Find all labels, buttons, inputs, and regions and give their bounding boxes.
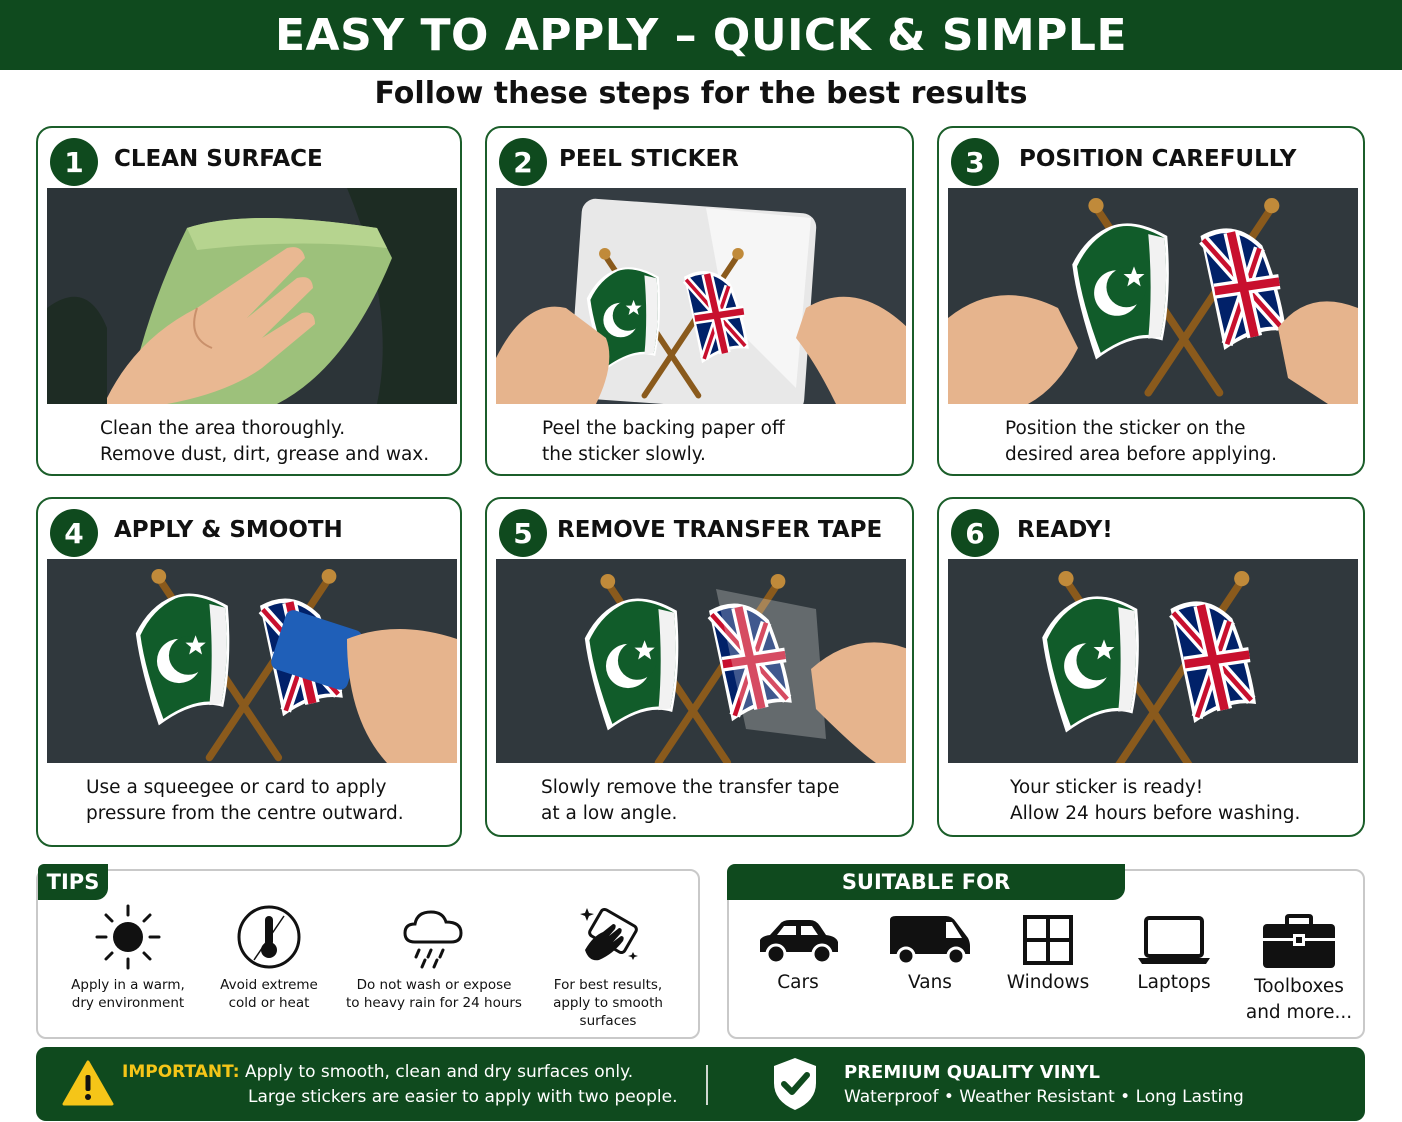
- thermometer-icon: [234, 902, 304, 972]
- premium-quality-note: PREMIUM QUALITY VINYL Waterproof • Weather Resistant • Long Lasting: [844, 1062, 1244, 1107]
- step-title: READY!: [1017, 517, 1113, 543]
- toolbox-icon: [1261, 914, 1337, 970]
- van-icon: [888, 914, 972, 966]
- use-vans: Vans: [880, 914, 980, 996]
- step-photo-apply-smooth: [47, 559, 457, 763]
- tips-label: TIPS: [38, 864, 108, 900]
- shield-check-icon: [770, 1055, 820, 1113]
- step-description: Position the sticker on the desired area before applying.: [1005, 418, 1278, 465]
- step-photo-remove-tape: [496, 559, 906, 763]
- suitable-for-label: SUITABLE FOR: [727, 864, 1125, 900]
- step-card-2: [485, 126, 914, 476]
- step-photo-peel-sticker: [496, 188, 906, 404]
- squeegee-illustration: [47, 559, 457, 763]
- tip-avoid-extreme-temp: Avoid extreme cold or heat: [204, 902, 334, 1012]
- step-card-6: [937, 497, 1365, 837]
- step-card-5: [485, 497, 914, 837]
- step-photo-ready: [948, 559, 1358, 763]
- step-number: 1: [50, 138, 98, 186]
- step-card-1: [36, 126, 462, 476]
- tip-smooth-surface: For best results, apply to smooth surfaces: [538, 902, 678, 1030]
- use-cars: Cars: [748, 914, 848, 996]
- step-card-3: [937, 126, 1365, 476]
- footer-banner: [36, 1047, 1365, 1121]
- warning-icon: [62, 1059, 114, 1107]
- finished-sticker-illustration: [948, 559, 1358, 763]
- cleaning-cloth-illustration: [47, 188, 457, 404]
- laptop-icon: [1136, 914, 1212, 966]
- step-title: PEEL STICKER: [559, 146, 739, 172]
- step-description: Use a squeegee or card to apply pressure from the centre outward.: [86, 777, 404, 824]
- tip-no-wash: Do not wash or expose to heavy rain for 24 hours: [340, 902, 528, 1012]
- header-banner: [0, 0, 1402, 70]
- step-title: POSITION CAREFULLY: [1019, 146, 1297, 172]
- car-icon: [756, 914, 840, 966]
- transfer-tape-illustration: [496, 559, 906, 763]
- step-title: APPLY & SMOOTH: [114, 517, 343, 543]
- important-note: IMPORTANT: Apply to smooth, clean and dry surfaces only. Large stickers are easier to apply with two people.: [122, 1062, 678, 1107]
- banner-title: EASY TO APPLY – QUICK & SIMPLE: [274, 9, 1128, 61]
- step-title: REMOVE TRANSFER TAPE: [557, 517, 883, 543]
- use-laptops: Laptops: [1124, 914, 1224, 996]
- use-toolboxes: Toolboxes and more...: [1236, 914, 1362, 1026]
- step-number: 2: [499, 138, 547, 186]
- step-number: 5: [499, 509, 547, 557]
- sun-icon: [93, 902, 163, 972]
- step-title: CLEAN SURFACE: [114, 146, 323, 172]
- peel-sticker-illustration: [496, 188, 906, 404]
- step-photo-position: [948, 188, 1358, 404]
- position-sticker-illustration: [948, 188, 1358, 404]
- step-number: 6: [951, 509, 999, 557]
- step-description: Clean the area thoroughly. Remove dust, dirt, grease and wax.: [100, 418, 430, 465]
- smooth-surface-icon: [573, 902, 643, 972]
- window-icon: [1022, 914, 1074, 966]
- rain-cloud-icon: [399, 902, 469, 972]
- step-card-4: [36, 497, 462, 847]
- step-description: Slowly remove the transfer tape at a low angle.: [541, 777, 840, 824]
- step-description: Your sticker is ready! Allow 24 hours before washing.: [1010, 777, 1301, 824]
- footer-divider: [706, 1065, 708, 1105]
- step-photo-clean-surface: [47, 188, 457, 404]
- important-label: IMPORTANT:: [122, 1062, 240, 1082]
- step-description: Peel the backing paper off the sticker slowly.: [542, 418, 785, 465]
- step-number: 4: [50, 509, 98, 557]
- use-windows: Windows: [998, 914, 1098, 996]
- page-subtitle: Follow these steps for the best results: [374, 76, 1028, 111]
- step-number: 3: [951, 138, 999, 186]
- tip-warm-dry: Apply in a warm, dry environment: [58, 902, 198, 1012]
